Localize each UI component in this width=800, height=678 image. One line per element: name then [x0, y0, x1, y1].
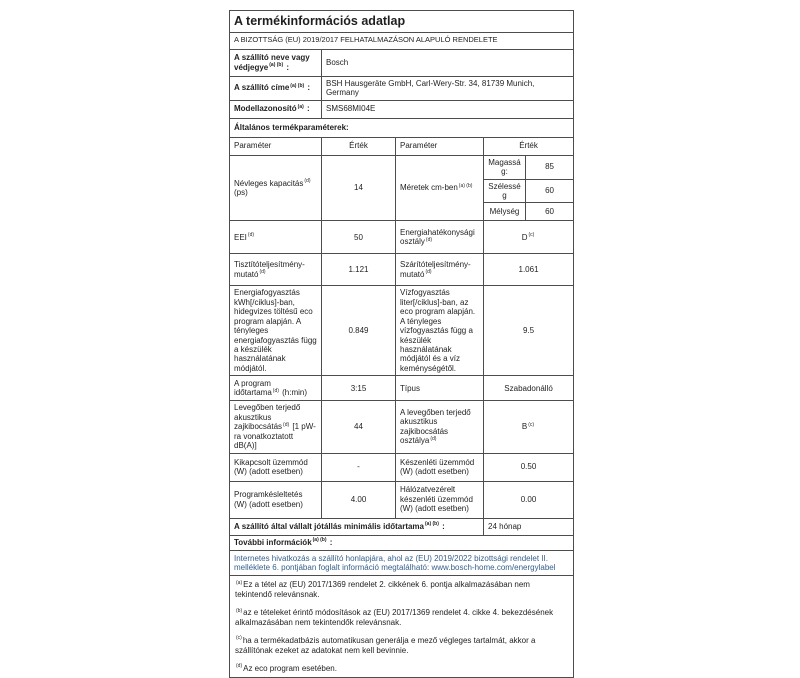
dimension-depth-value: 60	[526, 203, 574, 221]
footnote-marker: (d)	[259, 269, 266, 276]
dimension-width-value: 60	[526, 179, 574, 203]
dimension-depth-label: Mélység	[484, 203, 526, 221]
dimensions-label: Méretek cm-ben$^{(a) (b)}$	[396, 155, 484, 221]
consumption-row	[230, 286, 574, 376]
noise-class-label: A levegőben terjedő akusztikus zajkibocsátás osztálya$^{(d)}$	[396, 401, 484, 453]
supplier-address-row	[230, 76, 574, 100]
energy-class-label: Energiahatékonysági osztály$^{(d)}$	[396, 221, 484, 254]
dimension-height-value: 85	[526, 155, 574, 179]
noise-class-value: $B^{(c)}$	[484, 401, 574, 453]
networked-standby-value: 0.00	[484, 481, 574, 518]
footnote-marker: (a) (b)	[290, 82, 305, 89]
product-information-sheet	[229, 10, 573, 678]
regulation-row	[230, 32, 574, 49]
footnote-marker: (a) (b)	[425, 521, 439, 528]
duration-type-row	[230, 376, 574, 401]
website-link-row	[230, 550, 574, 576]
water-consumption-label: Vízfogyasztás liter[/ciklus]-ban, az eco program alapján. A tényleges vízfogyasztás függ a készülék használatának módjától és a víz keménységétől.	[396, 286, 484, 376]
water-consumption-value: 9.5	[484, 286, 574, 376]
noise-row	[230, 401, 574, 453]
standby-label: Készenléti üzemmód (W) (adott esetben)	[396, 453, 484, 481]
type-value: Szabadonálló	[484, 376, 574, 401]
eei-label: EEI$^{(d)}$	[230, 221, 322, 254]
footnote-c: $^{(c)}$ha a termékadatbázis automatikusan generálja e mező végleges tartalmát, akkor a szállítónak ezeket az adatokat nem kell bevinnie.	[235, 635, 536, 655]
title-row	[230, 11, 574, 33]
footnote-marker: (d)	[304, 177, 311, 184]
eei-value: 50	[322, 221, 396, 254]
energy-class-value: $D^{(c)}$	[484, 221, 574, 254]
off-mode-value: -	[322, 453, 396, 481]
noise-emission-value: 44	[322, 401, 396, 453]
general-params-heading: Általános termékparaméterek:	[230, 118, 574, 137]
footnote-marker: (d)	[430, 435, 437, 442]
eei-energyclass-row	[230, 221, 574, 254]
cleaning-index-value: 1.121	[322, 254, 396, 286]
footnote-marker: (c)	[528, 421, 535, 428]
footnote-marker: (a) (b)	[458, 182, 473, 189]
model-id-row	[230, 100, 574, 118]
capacity-label: Névleges kapacitás$^{(d)}$ (ps)	[230, 155, 322, 221]
general-params-heading-row	[230, 118, 574, 137]
footnote-marker: (a)	[236, 579, 243, 586]
delay-networked-row	[230, 481, 574, 518]
product-fiche-table	[229, 10, 574, 678]
noise-emission-label: Levegőben terjedő akusztikus zajkibocsátás$^{(d)}$ [1 pW-ra vonatkoztatott dB(A)]	[230, 401, 322, 453]
energy-consumption-label: Energiafogyasztás kWh[/ciklus]-ban, hidegvizes töltésű eco program alapján. A tényleges energiafogyasztás függ a készülék használatának módjától.	[230, 286, 322, 376]
dimension-height-label: Magasság:	[484, 155, 526, 179]
footnote-marker: (d)	[425, 269, 432, 276]
delay-start-label: Programkésleltetés (W) (adott esetben)	[230, 481, 322, 518]
model-id-value: SMS68MI04E	[322, 100, 574, 118]
drying-index-label: Szárítóteljesítmény-mutató$^{(d)}$	[396, 254, 484, 286]
footnote-marker: (d)	[247, 232, 255, 238]
networked-standby-label: Hálózatvezérelt készenléti üzemmód (W) (adott esetben)	[396, 481, 484, 518]
footnote-marker: (d)	[283, 421, 290, 428]
additional-info-label: További információk$^{(a) (b)}$ :	[230, 535, 574, 550]
footnotes-row	[230, 576, 574, 678]
col-header-parameter-1: Paraméter	[230, 137, 322, 155]
programme-duration-value: 3:15	[322, 376, 396, 401]
supplier-address-label: A szállító címe$^{(a) (b)}$ :	[230, 76, 322, 100]
cleaning-index-label: Tisztítóteljesítmény-mutató$^{(d)}$	[230, 254, 322, 286]
dimension-width-label: Szélesség	[484, 179, 526, 203]
guarantee-value: 24 hónap	[484, 518, 574, 535]
standby-value: 0.50	[484, 453, 574, 481]
capacity-value: 14	[322, 155, 396, 221]
performance-row	[230, 254, 574, 286]
offmode-standby-row	[230, 453, 574, 481]
energy-consumption-value: 0.849	[322, 286, 396, 376]
programme-duration-label: A program időtartama$^{(d)}$ (h:min)	[230, 376, 322, 401]
footnote-marker: (a) (b)	[269, 62, 284, 69]
footnote-b: $^{(b)}$az e tételeket érintő módosítások az (EU) 2017/1369 rendelet 4. cikke 4. bekezdésének alkalmazásában nem tekintendők relevánsnak.	[235, 607, 554, 627]
footnote-a: $^{(a)}$Ez a tétel az (EU) 2017/1369 rendelet 2. cikkének 6. pontja alkalmazásában nem tekintendő relevánsnak.	[235, 579, 530, 599]
column-header-row	[230, 137, 574, 155]
footnote-marker: (a) (b)	[312, 537, 327, 544]
footnote-marker: (c)	[528, 232, 535, 238]
page-title: A termékinformációs adatlap	[230, 11, 574, 33]
footnote-marker: (d)	[236, 663, 243, 670]
supplier-name-label: A szállító neve vagy védjegye$^{(a) (b)}$ :	[230, 49, 322, 76]
capacity-dimensions-row	[230, 155, 574, 179]
delay-start-value: 4.00	[322, 481, 396, 518]
supplier-address-value: BSH Hausgeräte GmbH, Carl-Wery-Str. 34, 81739 Munich, Germany	[322, 76, 574, 100]
supplier-name-row	[230, 49, 574, 76]
additional-info-row	[230, 535, 574, 550]
footnote-marker: (d)	[272, 387, 279, 394]
supplier-name-value: Bosch	[322, 49, 574, 76]
model-id-label: Modellazonosító$^{(a)}$ :	[230, 100, 322, 118]
off-mode-label: Kikapcsolt üzemmód (W) (adott esetben)	[230, 453, 322, 481]
footnotes-block	[230, 576, 574, 678]
col-header-value-1: Érték	[322, 137, 396, 155]
footnote-marker: (c)	[236, 635, 242, 642]
footnote-marker: (a)	[297, 103, 304, 110]
drying-index-value: 1.061	[484, 254, 574, 286]
regulation-text: A BIZOTTSÁG (EU) 2019/2017 FELHATALMAZÁSON ALAPULÓ RENDELETE	[230, 32, 574, 49]
col-header-value-2: Érték	[484, 137, 574, 155]
footnote-d: $^{(d)}$Az eco program esetében.	[236, 663, 337, 673]
footnote-marker: (b)	[236, 607, 243, 614]
website-link-text: Internetes hivatkozás a szállító honlapjára, ahol az (EU) 2019/2022 bizottsági rendelet II. melléklete 6. pontjában foglalt információ megtalálható: www.bosch-home.com/energylabel	[230, 550, 574, 576]
footnote-marker: (d)	[425, 236, 433, 243]
col-header-parameter-2: Paraméter	[396, 137, 484, 155]
guarantee-label: A szállító által vállalt jótállás minimális időtartama$^{(a) (b)}$ :	[230, 518, 484, 535]
supplier-website-link[interactable]: www.bosch-home.com/energylabel	[431, 562, 556, 572]
guarantee-row	[230, 518, 574, 535]
type-label: Típus	[396, 376, 484, 401]
